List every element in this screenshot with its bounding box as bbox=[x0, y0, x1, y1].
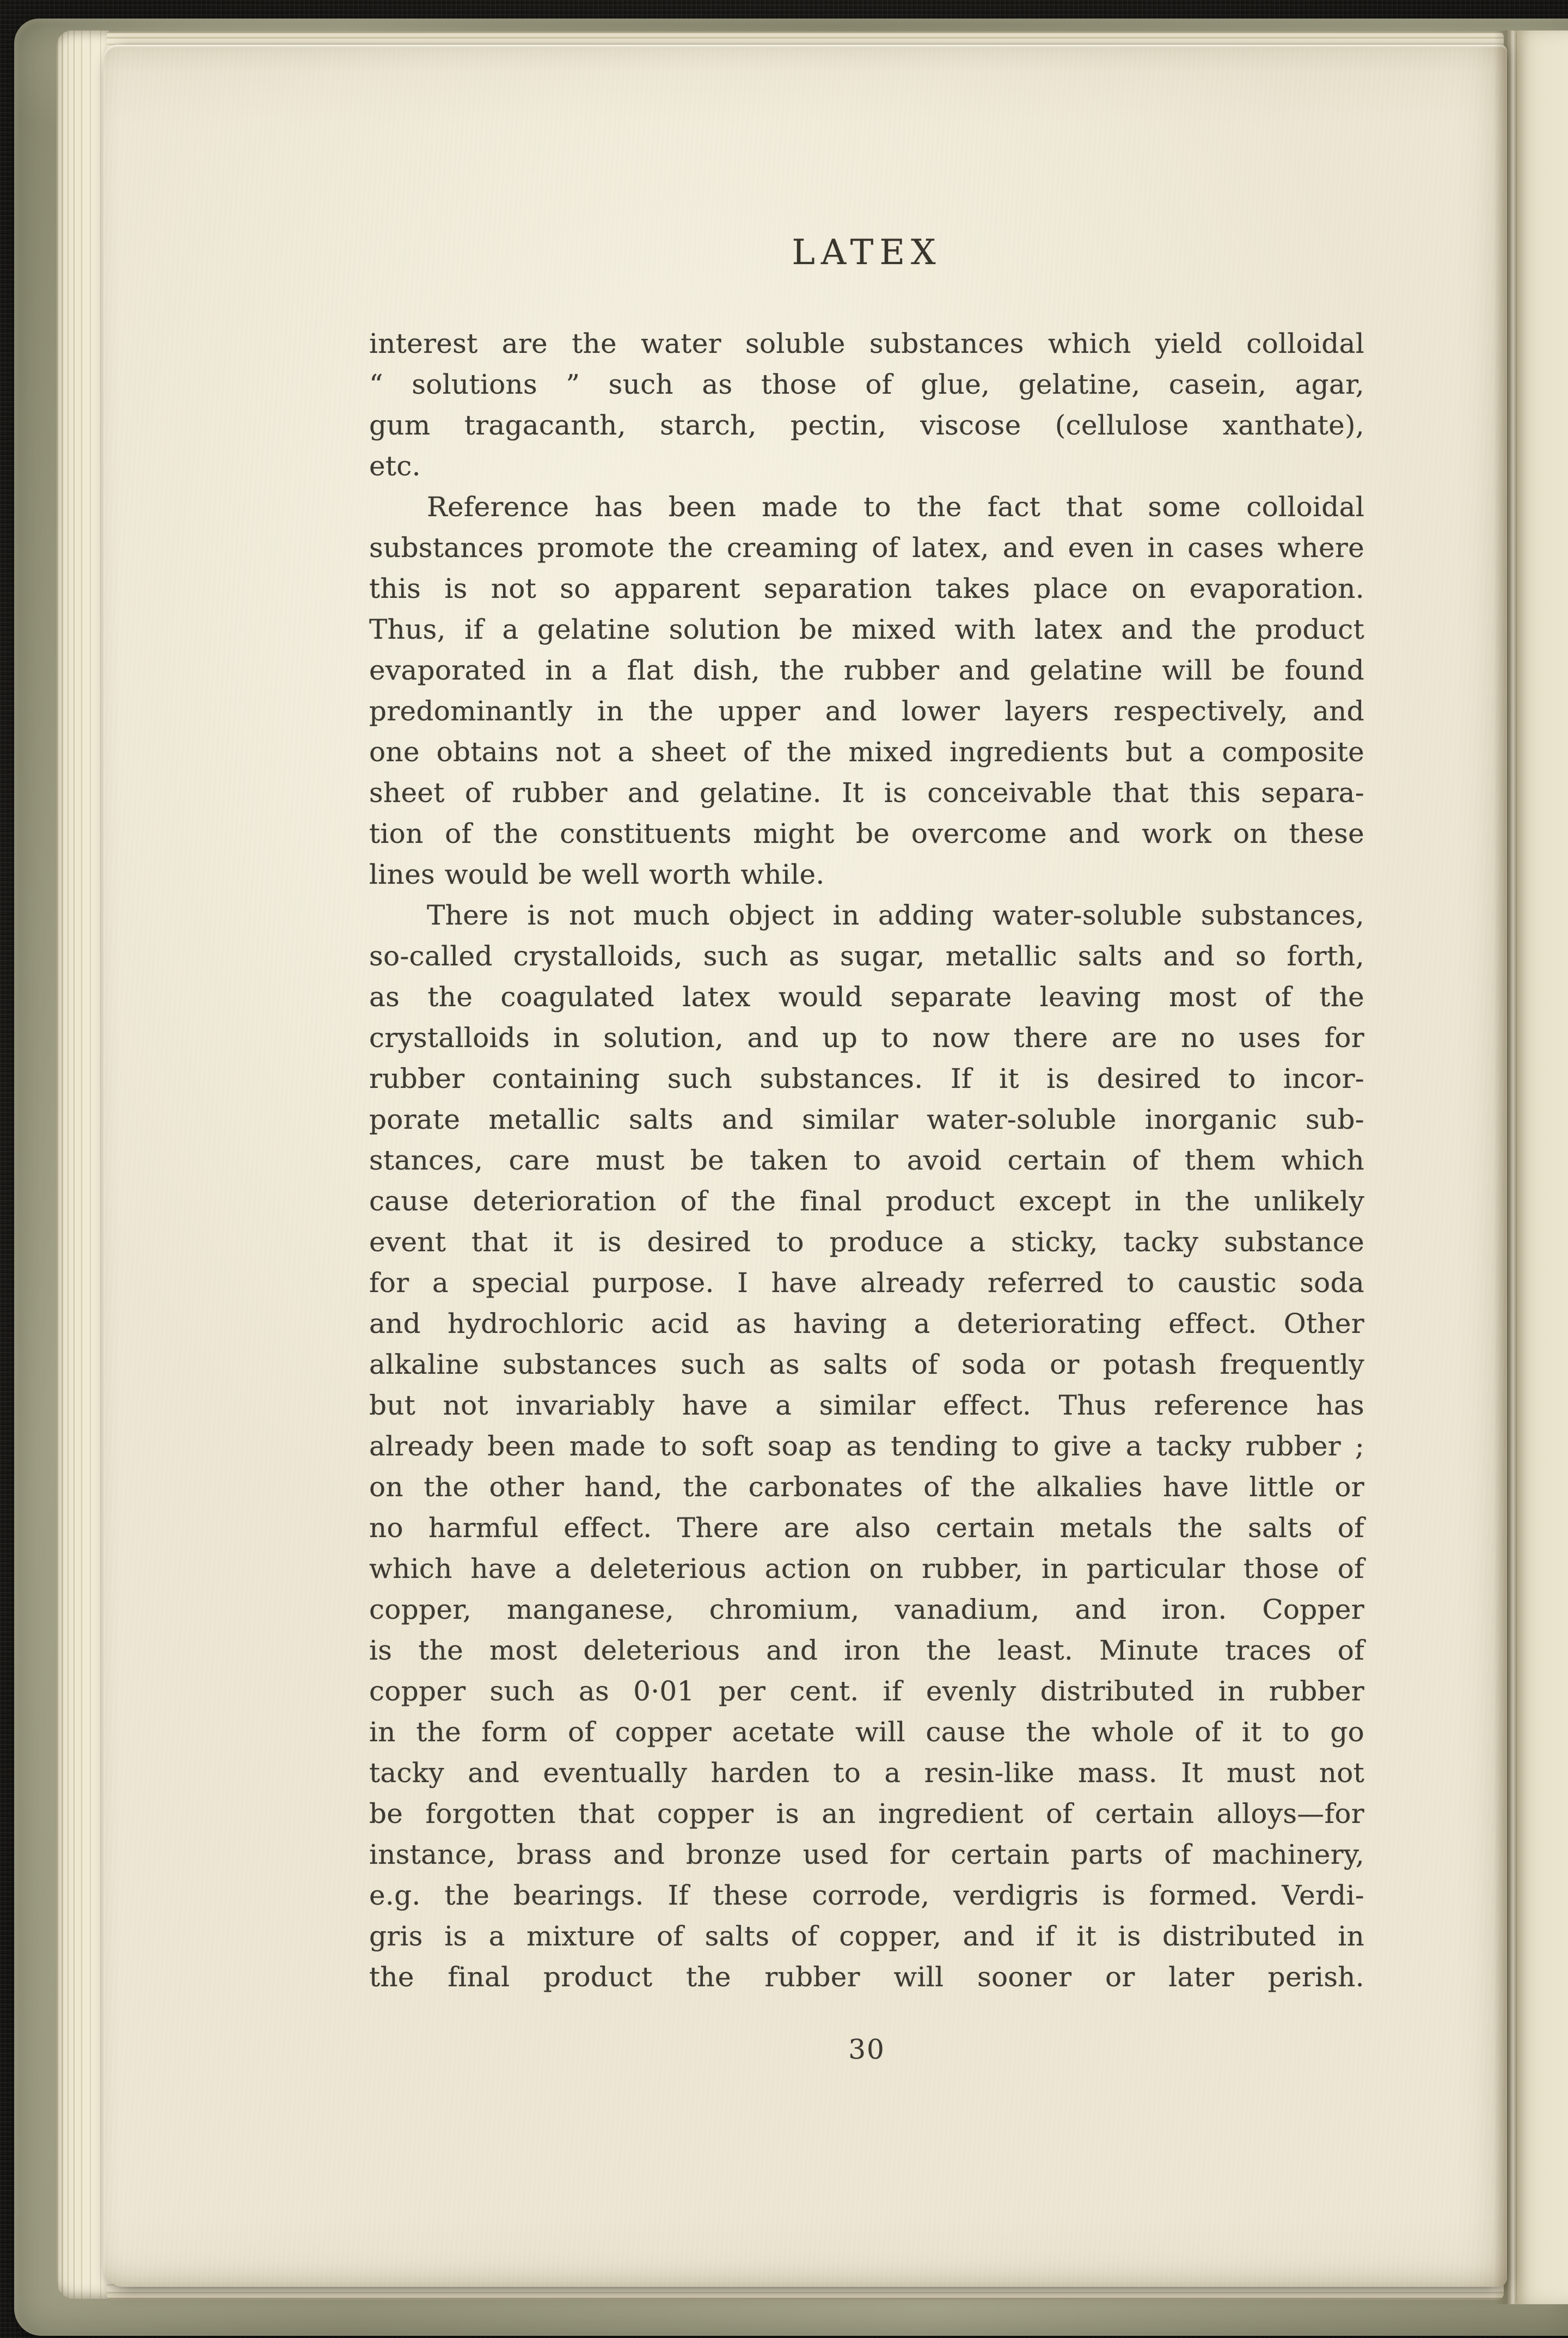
gutter-crease-shadow bbox=[1494, 30, 1517, 2304]
text-line: which have a deleterious action on rubber, in particular those of bbox=[369, 1553, 1364, 1584]
text-line: Reference has been made to the fact that some colloidal bbox=[427, 491, 1364, 523]
text-line: copper such as 0·01 per cent. if evenly distributed in rubber bbox=[369, 1675, 1364, 1707]
text-line: predominantly in the upper and lower layers respectively, and bbox=[369, 695, 1364, 727]
text-line: already been made to soft soap as tending to give a tacky rubber ; bbox=[369, 1430, 1364, 1462]
text-line: stances, care must be taken to avoid certain of them which bbox=[369, 1144, 1364, 1176]
text-line: instance, brass and bronze used for certain parts of machinery, bbox=[369, 1839, 1364, 1870]
text-line: There is not much object in adding water-soluble substances, bbox=[427, 899, 1364, 931]
text-line: as the coagulated latex would separate leaving most of the bbox=[369, 981, 1364, 1013]
text-line: but not invariably have a similar effect. Thus reference has bbox=[369, 1390, 1364, 1421]
text-line: be forgotten that copper is an ingredient of certain alloys—for bbox=[369, 1798, 1364, 1829]
text-line: and hydrochloric acid as having a deteriorating effect. Other bbox=[369, 1308, 1364, 1339]
text-line: porate metallic salts and similar water-soluble inorganic sub- bbox=[369, 1104, 1364, 1135]
text-line: for a special purpose. I have already referred to caustic soda bbox=[369, 1267, 1364, 1299]
text-line: cause deterioration of the final product except in the unlikely bbox=[369, 1185, 1364, 1217]
text-line: event that it is desired to produce a sticky, tacky substance bbox=[369, 1226, 1364, 1258]
text-line: copper, manganese, chromium, vanadium, and iron. Copper bbox=[369, 1594, 1364, 1625]
text-line: interest are the water soluble substances which yield colloidal bbox=[369, 328, 1364, 359]
page-number: 30 bbox=[848, 2034, 885, 2065]
text-line: crystalloids in solution, and up to now there are no uses for bbox=[369, 1022, 1364, 1054]
text-line: the final product the rubber will sooner or later perish. bbox=[369, 1961, 1364, 1993]
text-line: e.g. the bearings. If these corrode, verdigris is formed. Verdi- bbox=[369, 1880, 1364, 1911]
text-line: rubber containing such substances. If it is desired to incor- bbox=[369, 1063, 1364, 1094]
text-line: gum tragacanth, starch, pectin, viscose (cellulose xanthate), bbox=[369, 409, 1364, 441]
text-line: etc. bbox=[369, 450, 421, 482]
text-line: so-called crystalloids, such as sugar, metallic salts and so forth, bbox=[369, 940, 1364, 972]
text-line: evaporated in a flat dish, the rubber and gelatine will be found bbox=[369, 654, 1364, 686]
text-line: one obtains not a sheet of the mixed ingredients but a composite bbox=[369, 736, 1364, 768]
text-line: no harmful effect. There are also certain metals the salts of bbox=[369, 1512, 1364, 1544]
text-line: Thus, if a gelatine solution be mixed with latex and the product bbox=[369, 614, 1364, 645]
text-line: alkaline substances such as salts of soda or potash frequently bbox=[369, 1349, 1364, 1380]
page-stack-edges bbox=[57, 30, 109, 2299]
text-line: sheet of rubber and gelatine. It is conceivable that this separa- bbox=[369, 777, 1364, 809]
text-line: is the most deleterious and iron the least. Minute traces of bbox=[369, 1635, 1364, 1666]
text-line: substances promote the creaming of latex, and even in cases where bbox=[369, 532, 1364, 564]
text-line: on the other hand, the carbonates of the alkalies have little or bbox=[369, 1471, 1364, 1503]
text-line: tacky and eventually harden to a resin-like mass. It must not bbox=[369, 1757, 1364, 1789]
text-line: lines would be well worth while. bbox=[369, 859, 825, 890]
text-line: tion of the constituents might be overcome and work on these bbox=[369, 818, 1364, 849]
text-line: gris is a mixture of salts of copper, and if it is distributed in bbox=[369, 1920, 1364, 1952]
text-line: “ solutions ” such as those of glue, gelatine, casein, agar, bbox=[369, 369, 1364, 400]
text-line: in the form of copper acetate will cause the whole of it to go bbox=[369, 1716, 1364, 1748]
text-line: this is not so apparent separation takes place on evaporation. bbox=[369, 573, 1364, 604]
book-page bbox=[103, 45, 1507, 2287]
page-title: LATEX bbox=[792, 232, 942, 273]
body-text bbox=[369, 323, 1364, 1998]
facing-page-edge bbox=[1509, 30, 1568, 2304]
